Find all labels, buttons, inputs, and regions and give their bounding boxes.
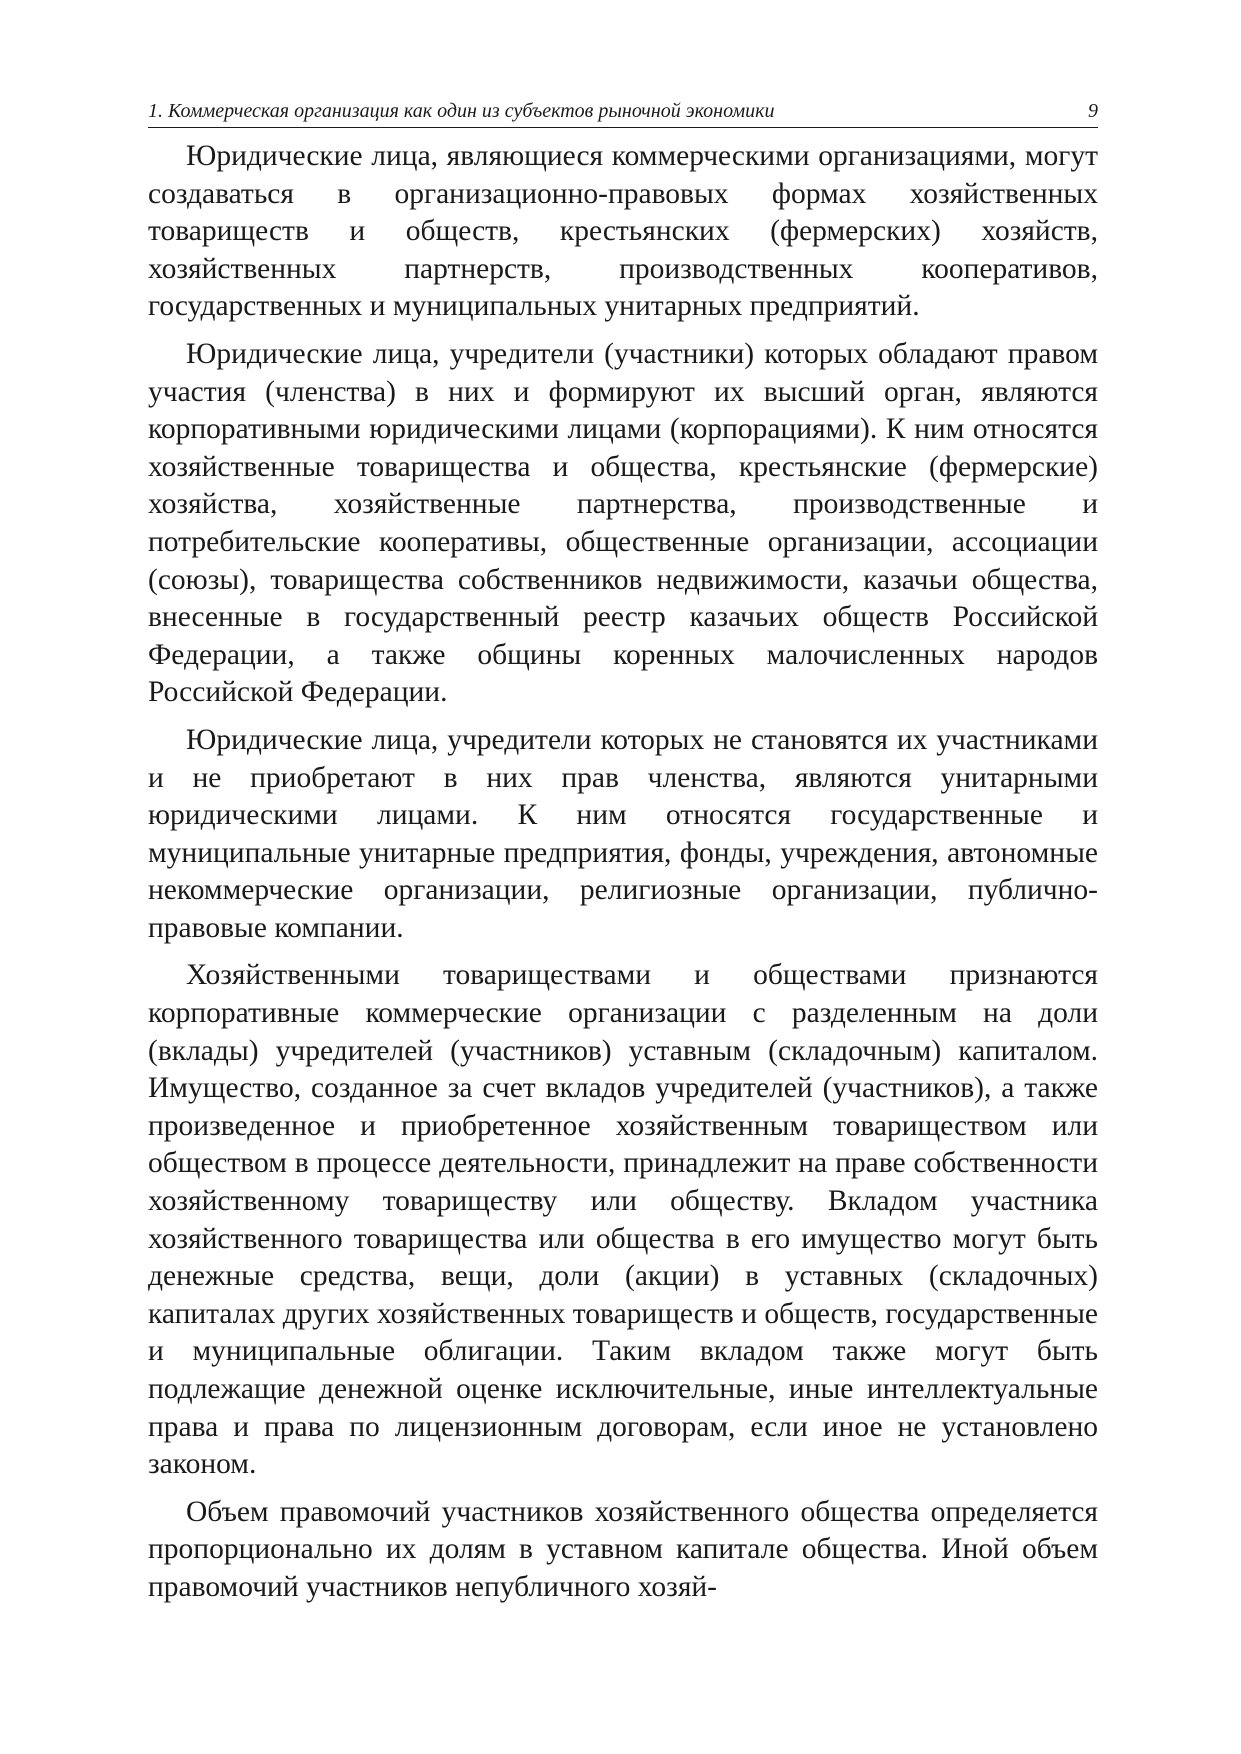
paragraph-3: Юридические лица, учредители которых не становятся их участниками и не приобретают в них прав членства, являются унитарными юридическими лицами. К ним относятся государственные и муниципальные унитарные предприятия, фонды, учреждения, автономные некоммерческие организации, религиозные организации, публично-правовые компании. [148, 723, 1098, 944]
running-header [148, 96, 1098, 126]
paragraph-2: Юридические лица, учредители (участники) которых обладают правом участия (членства) в них и формируют их высший орган, являются корпоративными юридическими лицами (корпорациями). К ним относятся хозяйственные товарищества и общества, крестьянские (фермерские) хозяйства, хозяйственные партнерства, производственные и потребительские кооперативы, общественные организации, ассоциации (союзы), товарищества собственников недвижимости, казачьи общества, внесенные в государственный реестр казачьих обществ Российской Федерации, а также общины коренных малочисленных народов Российской Федерации. [148, 337, 1098, 709]
paragraph-1: Юридические лица, являющиеся коммерческими организациями, могут создаваться в организационно-правовых формах хозяйственных товариществ и обществ, крестьянских (фермерских) хозяйств, хозяйственных партнерств, производственных кооперативов, государственных и муниципальных унитарных предприятий. [148, 140, 1098, 323]
chapter-title: 1. Коммерческая организация как один из субъектов рыночной экономики [148, 100, 775, 122]
paragraph-4: Хозяйственными товариществами и обществами признаются корпоративные коммерческие организации с разделенным на доли (вклады) учредителей (участников) уставным (складочным) капиталом. Имущество, созданное за счет вкладов учредителей (участников), а также произведенное и приобретенное хозяйственным товариществом или обществом в процессе деятельности, принадлежит на праве собственности хозяйственному товариществу или обществу. Вкладом участника хозяйственного товарищества или общества в его имущество могут быть денежные средства, вещи, доли (акции) в уставных (складочных) капиталах других хозяйственных товариществ и обществ, государственные и муниципальные облигации. Таким вкладом также могут быть подлежащие денежной оценке исключительные, иные интеллектуальные права и права по лицензионным договорам, если иное не установлено законом. [148, 959, 1098, 1481]
paragraph-5: Объем правомочий участников хозяйственного общества определяется пропорционально их долям в уставном капитале общества. Иной объем правомочий участников непубличного хозяй- [148, 1495, 1098, 1603]
header-divider [148, 127, 1098, 128]
body-text [148, 138, 1098, 1617]
page-number: 9 [1088, 100, 1098, 122]
